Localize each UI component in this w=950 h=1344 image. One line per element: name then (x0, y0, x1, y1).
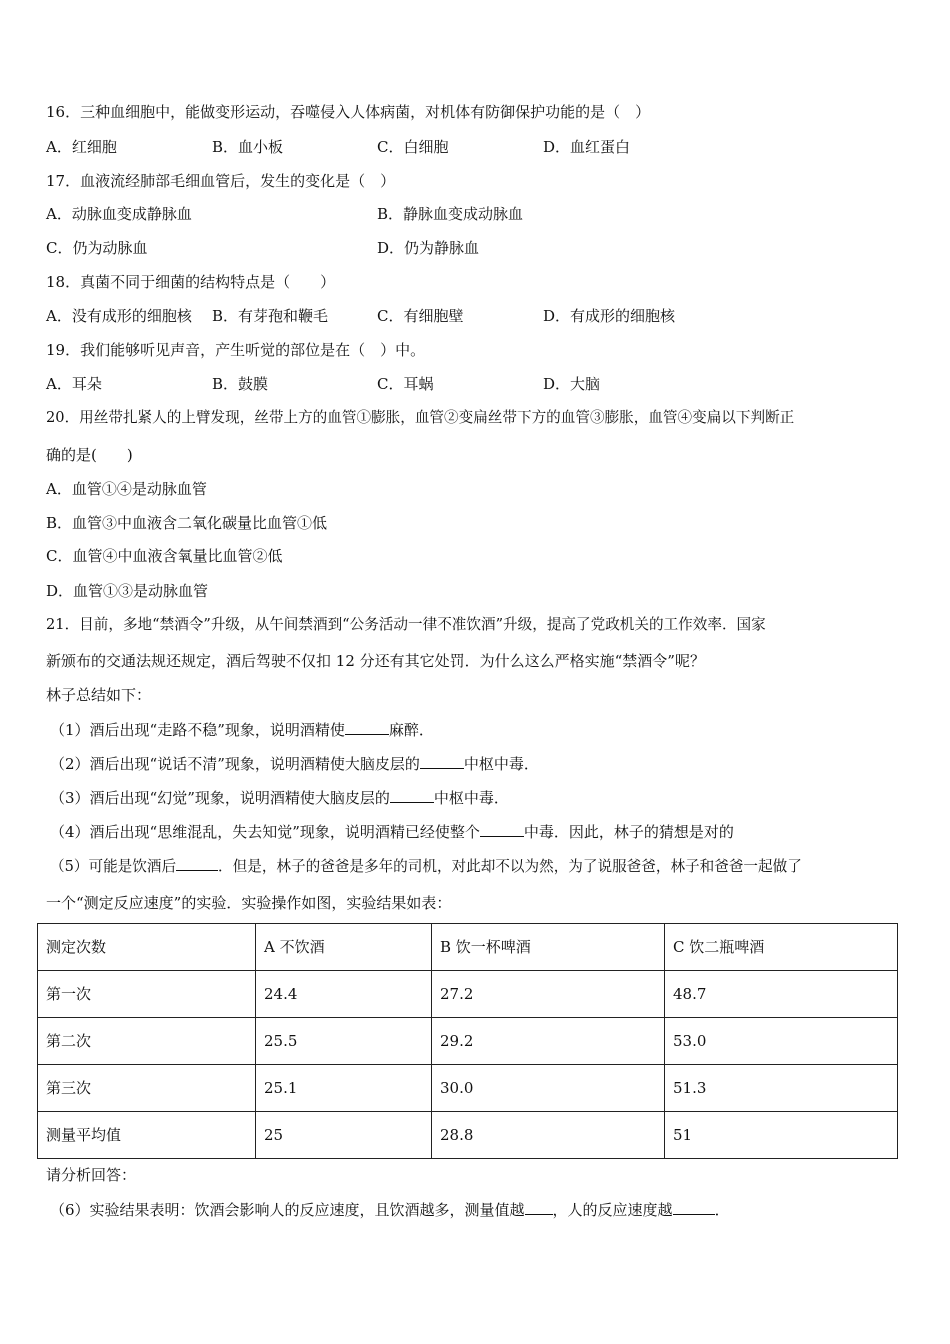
table-cell: 51.3 (665, 1065, 898, 1112)
q21-item-6-text-b: ，人的反应速度越 (552, 1201, 673, 1219)
q21-item-1-text-a: （1）酒后出现“走路不稳”现象，说明酒精使 (50, 721, 345, 739)
q16-option-b: B．血小板 (212, 138, 284, 156)
answer-blank-2[interactable] (420, 753, 464, 769)
q17-option-a: A．动脉血变成静脉血 (46, 205, 192, 223)
answer-blank-3[interactable] (390, 787, 434, 803)
q21-stem-line1: 21．目前，多地“禁酒令”升级，从午间禁酒到“公务活动一律不准饮酒”升级，提高了党政机关的工作效率．国家 (46, 616, 766, 633)
q18-option-c: C．有细胞壁 (377, 307, 464, 325)
table-row (38, 1065, 898, 1112)
table-cell: 25.1 (256, 1065, 432, 1112)
table-cell: 27.2 (432, 971, 665, 1018)
q17-option-b: B．静脉血变成动脉血 (377, 205, 524, 223)
q21-item-6-text-a: （6）实验结果表明：饮酒会影响人的反应速度，且饮酒越多，测量值越 (50, 1201, 525, 1219)
q19-option-a: A．耳朵 (46, 375, 102, 393)
q20-stem-line1: 20．用丝带扎紧人的上臂发现，丝带上方的血管①膨胀，血管②变扁丝带下方的血管③膨胀，血管④变扁以下判断正 (46, 409, 795, 426)
q21-item-3 (50, 787, 509, 808)
table-cell: 30.0 (432, 1065, 665, 1112)
q21-item-3-text-b: 中枢中毒． (433, 789, 509, 807)
q17-option-d: D．仍为静脉血 (377, 239, 480, 257)
q18-option-d: D．有成形的细胞核 (543, 307, 676, 325)
q21-item-3-text-a: （3）酒后出现“幻觉”现象，说明酒精使大脑皮层的 (50, 789, 390, 807)
q19-option-d: D．大脑 (543, 375, 601, 393)
q18-stem: 18．真菌不同于细菌的结构特点是（ ） (46, 273, 336, 291)
q21-item-2-text-a: （2）酒后出现“说话不清”现象，说明酒精使大脑皮层的 (50, 755, 420, 773)
q19-option-c: C．耳蜗 (377, 375, 434, 393)
q17-option-c: C．仍为动脉血 (46, 239, 148, 257)
table-row (38, 1112, 898, 1159)
q21-item-2 (50, 753, 539, 774)
q20-option-d: D．血管①③是动脉血管 (46, 582, 209, 600)
q21-item-5-text-a: （5）可能是饮酒后 (50, 858, 177, 875)
table-cell: 第一次 (38, 971, 256, 1018)
q21-item-4 (50, 821, 734, 842)
q20-option-b: B．血管③中血液含二氧化碳量比血管①低 (46, 514, 328, 532)
table-cell: 48.7 (665, 971, 898, 1018)
q18-option-b: B．有芽孢和鞭毛 (212, 307, 329, 325)
q16-option-a: A．红细胞 (46, 138, 117, 156)
table-cell: 25.5 (256, 1018, 432, 1065)
q17-stem: 17．血液流经肺部毛细血管后，发生的变化是（ ） (46, 172, 396, 190)
q21-item-5 (50, 855, 802, 877)
q21-item-1-text-b: 麻醉． (388, 721, 434, 739)
table-cell: 53.0 (665, 1018, 898, 1065)
table-cell: 51 (665, 1112, 898, 1159)
q18-option-a: A．没有成形的细胞核 (46, 307, 192, 325)
table-cell: 24.4 (256, 971, 432, 1018)
q20-option-a: A．血管①④是动脉血管 (46, 480, 207, 498)
table-row (38, 971, 898, 1018)
q16-option-d: D．血红蛋白 (543, 138, 631, 156)
table-header-row (38, 924, 898, 971)
q16-stem: 16．三种血细胞中，能做变形运动，吞噬侵入人体病菌，对机体有防御保护功能的是（ ） (46, 103, 651, 121)
table-header-cell: 测定次数 (38, 924, 256, 971)
table-cell: 25 (256, 1112, 432, 1159)
q21-item-5-text-b: ．但是，林子的爸爸是多年的司机，对此却不以为然，为了说服爸爸，林子和爸爸一起做了 (218, 858, 802, 875)
q20-stem-line2: 确的是( ) (46, 446, 133, 464)
q19-stem: 19．我们能够听见声音，产生听觉的部位是在（ ）中。 (46, 341, 426, 359)
table-cell: 第三次 (38, 1065, 256, 1112)
table-header-cell: A 不饮酒 (256, 924, 432, 971)
q21-item-4-text-b: 中毒．因此，林子的猜想是对的 (523, 823, 734, 841)
q21-analysis-label: 请分析回答： (46, 1166, 137, 1184)
table-row (38, 1018, 898, 1065)
q21-item-5-line2: 一个“测定反应速度”的实验．实验操作如图，实验结果如表： (46, 894, 452, 912)
q21-summary: 林子总结如下： (46, 686, 152, 704)
table-cell: 第二次 (38, 1018, 256, 1065)
q21-item-6-text-c: ． (714, 1201, 730, 1219)
q21-item-4-text-a: （4）酒后出现“思维混乱，失去知觉”现象，说明酒精已经使整个 (50, 823, 480, 841)
q16-option-c: C．白细胞 (377, 138, 449, 156)
answer-blank-4[interactable] (480, 821, 524, 837)
answer-blank-7[interactable] (673, 1199, 715, 1215)
q19-option-b: B．鼓膜 (212, 375, 269, 393)
table-cell: 28.8 (432, 1112, 665, 1159)
q21-item-6 (50, 1199, 730, 1220)
answer-blank-6[interactable] (525, 1199, 553, 1215)
q20-option-c: C．血管④中血液含氧量比血管②低 (46, 547, 283, 565)
table-header-cell: B 饮一杯啤酒 (432, 924, 665, 971)
q21-item-1 (50, 719, 434, 740)
table-cell: 29.2 (432, 1018, 665, 1065)
table-header-cell: C 饮二瓶啤酒 (665, 924, 898, 971)
answer-blank-1[interactable] (345, 719, 389, 735)
reaction-speed-table (37, 923, 898, 1159)
q21-stem-line2: 新颁布的交通法规还规定，酒后驾驶不仅扣 12 分还有其它处罚．为什么这么严格实施“禁酒令”呢？ (46, 652, 705, 670)
table-cell: 测量平均值 (38, 1112, 256, 1159)
answer-blank-5[interactable] (176, 855, 218, 871)
q21-item-2-text-b: 中枢中毒． (463, 755, 539, 773)
